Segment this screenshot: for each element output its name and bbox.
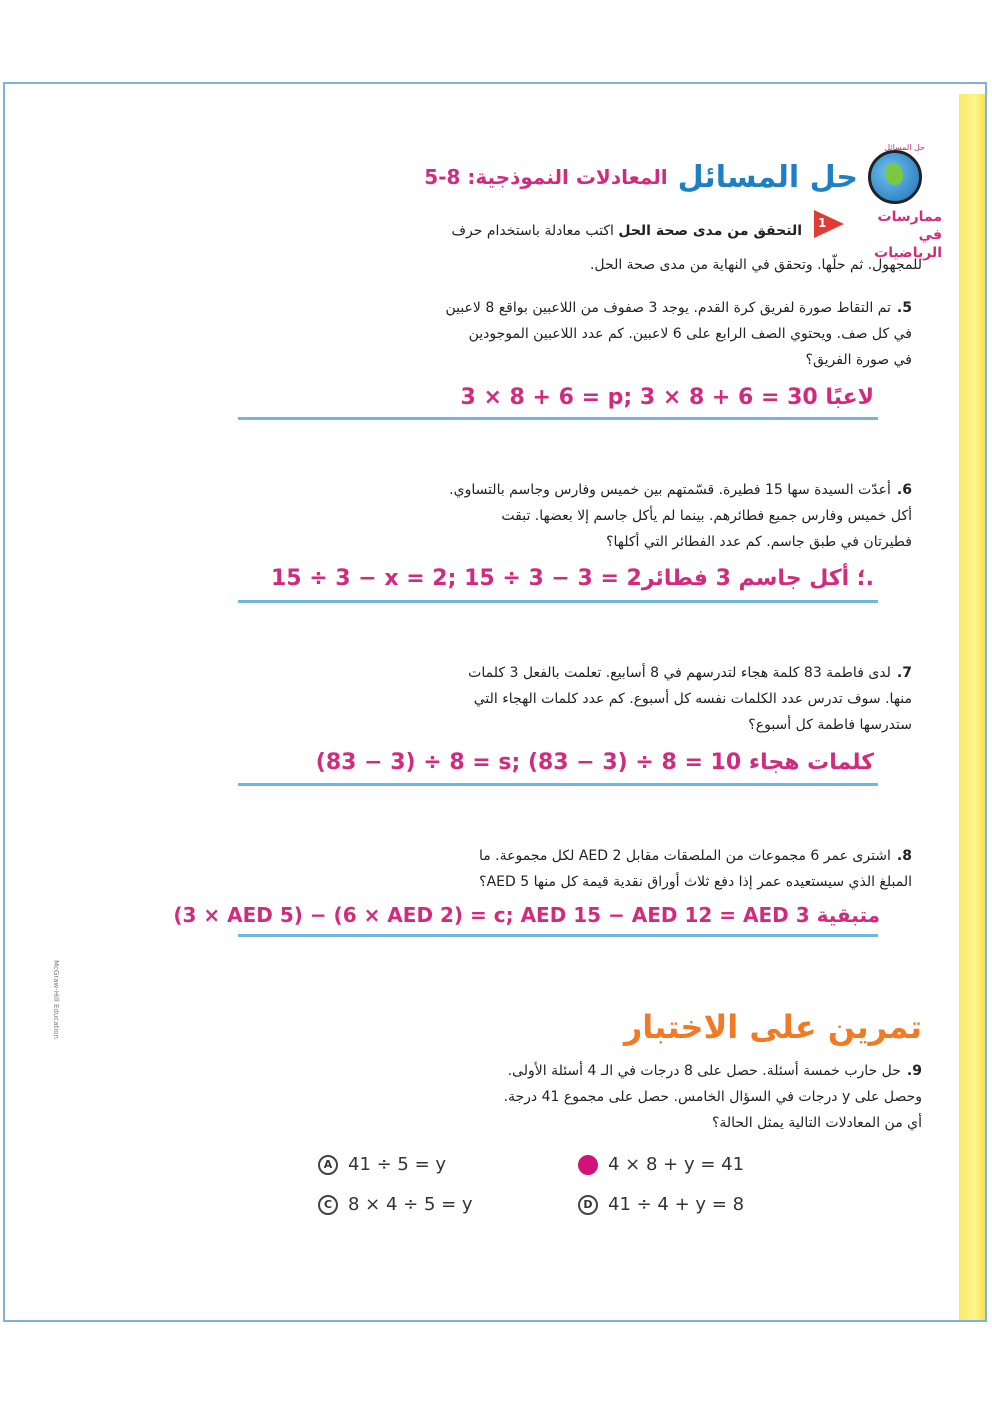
choice-text: 4 × 8 + y = 41 bbox=[608, 1154, 745, 1175]
globe-tag: حل المسائل bbox=[884, 143, 925, 152]
choice-bubble[interactable]: C bbox=[318, 1195, 338, 1215]
problem-8 bbox=[272, 843, 912, 895]
choice-bubble[interactable]: D bbox=[578, 1195, 598, 1215]
side-credit: McGraw-Hill Education bbox=[52, 960, 60, 1039]
choice-b[interactable] bbox=[578, 1154, 744, 1175]
problem-number: 8. bbox=[896, 848, 912, 864]
problem-line: حل حارب خمسة أسئلة. حصل على 8 درجات في الـ 4 أسئلة الأولى. bbox=[507, 1063, 901, 1079]
answer-line bbox=[238, 417, 878, 420]
problem-line: أكل خميس وفارس جميع فطائرهم. بينما لم يأكل جاسم إلا بعضها. تبقت bbox=[501, 508, 912, 524]
badge-arrow-icon bbox=[814, 210, 852, 236]
page-subtitle: المعادلات النموذجية: 8-5 bbox=[424, 165, 668, 189]
intro-bold: التحقق من مدى صحة الحل bbox=[618, 223, 802, 239]
problem-line: في كل صف. ويحتوي الصف الرابع على 6 لاعبين. كم عدد اللاعبين الموجودين bbox=[468, 326, 912, 342]
answer-6: 15 ÷ 3 − x = 2; 15 ÷ 3 − 3 = 2؛ أكل جاسم 3 فطائر. bbox=[270, 566, 874, 591]
problem-line: أي من المعادلات التالية يمثل الحالة؟ bbox=[711, 1115, 922, 1131]
problem-5 bbox=[272, 295, 912, 373]
answer-line bbox=[238, 934, 878, 937]
problem-line: فطيرتان في طبق جاسم. كم عدد الفطائر التي أكلها؟ bbox=[606, 534, 912, 550]
problem-number: 5. bbox=[896, 300, 912, 316]
test-practice-title: تمرين على الاختبار bbox=[623, 1008, 922, 1046]
problem-line: المبلغ الذي سيستعيده عمر إذا دفع ثلاث أوراق نقدية قيمة كل منها AED 5؟ bbox=[479, 874, 912, 890]
problem-7 bbox=[272, 660, 912, 738]
choice-d[interactable] bbox=[578, 1194, 744, 1215]
problem-9 bbox=[282, 1058, 922, 1136]
problem-line: لدى فاطمة 83 كلمة هجاء لتدرسهم في 8 أسابيع. تعلمت بالفعل 3 كلمات bbox=[468, 665, 891, 681]
practice-label: ممارسات في الرياضيات bbox=[874, 209, 942, 261]
answer-5: 3 × 8 + 6 = p; 3 × 8 + 6 = 30 لاعبًا bbox=[460, 385, 874, 410]
problem-line: تم التقاط صورة لفريق كرة القدم. يوجد 3 صفوف من اللاعبين بواقع 8 لاعبين bbox=[445, 300, 891, 316]
problem-line: أعدّت السيدة سها 15 فطيرة. قسّمتهم بين خميس وفارس وجاسم بالتساوي. bbox=[449, 482, 891, 498]
problem-line: وحصل على y درجات في السؤال الخامس. حصل على مجموع 41 درجة. bbox=[503, 1089, 922, 1105]
choice-c[interactable] bbox=[318, 1194, 473, 1215]
problem-number: 9. bbox=[906, 1063, 922, 1079]
badge-number: 1 bbox=[818, 216, 827, 230]
choice-text: 41 ÷ 5 = y bbox=[348, 1154, 447, 1175]
choice-text: 41 ÷ 4 + y = 8 bbox=[608, 1194, 745, 1215]
intro-line-1 bbox=[262, 218, 802, 244]
problem-line: اشترى عمر 6 مجموعات من الملصقات مقابل AED 2 لكل مجموعة. ما bbox=[478, 848, 891, 864]
problem-6 bbox=[272, 477, 912, 555]
choice-a[interactable] bbox=[318, 1154, 446, 1175]
choice-bubble[interactable]: A bbox=[318, 1155, 338, 1175]
choice-text: 8 × 4 ÷ 5 = y bbox=[348, 1194, 473, 1215]
answer-line bbox=[238, 783, 878, 786]
yellow-margin-strip bbox=[959, 94, 985, 1320]
intro-text-1: اكتب معادلة باستخدام حرف bbox=[451, 223, 614, 239]
section-header bbox=[424, 143, 925, 204]
choice-bubble-selected[interactable] bbox=[578, 1155, 598, 1175]
problem-line: منها. سوف تدرس عدد الكلمات نفسه كل أسبوع. كم عدد كلمات الهجاء التي bbox=[473, 691, 912, 707]
answer-7: (83 − 3) ÷ 8 = s; (83 − 3) ÷ 8 = 10 كلمات هجاء bbox=[315, 750, 874, 775]
answer-8: (3 × AED 5) − (6 × AED 2) = c; AED 15 − AED 12 = AED 3 متبقية bbox=[173, 903, 880, 927]
problem-line: في صورة الفريق؟ bbox=[805, 352, 912, 368]
answer-line bbox=[238, 600, 878, 603]
problem-number: 6. bbox=[896, 482, 912, 498]
problem-line: ستدرسها فاطمة كل أسبوع؟ bbox=[748, 717, 912, 733]
page-title: حل المسائل bbox=[677, 159, 858, 195]
globe-icon bbox=[868, 143, 925, 204]
problem-number: 7. bbox=[896, 665, 912, 681]
intro-line-2: للمجهول. ثم حلّها. وتحقق في النهاية من مدى صحة الحل. bbox=[589, 257, 922, 273]
